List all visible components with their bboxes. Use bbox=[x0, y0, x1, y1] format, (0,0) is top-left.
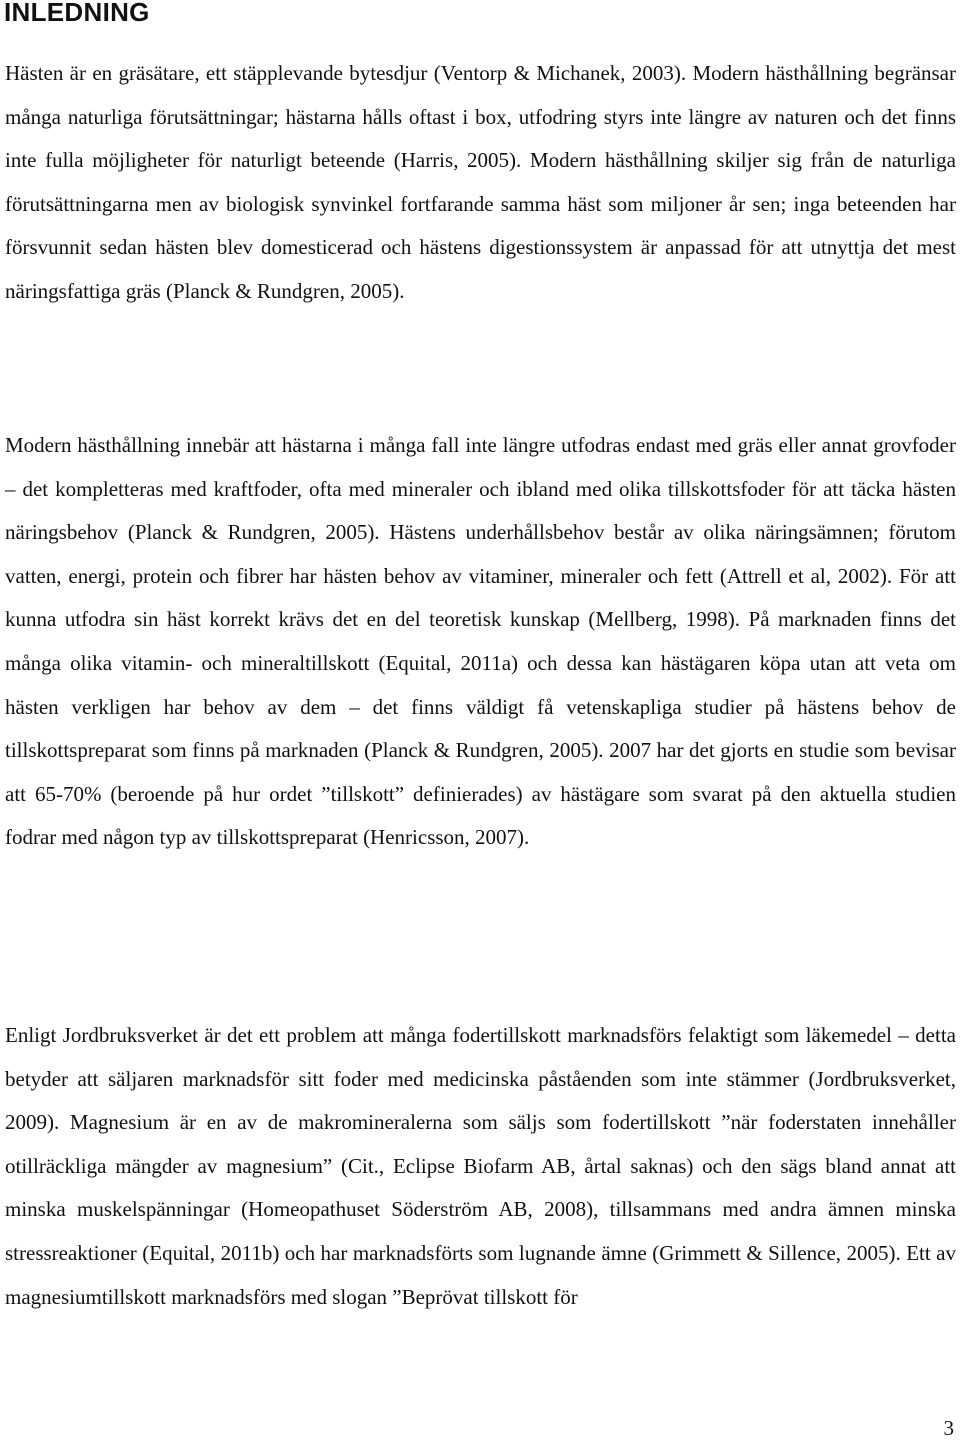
paragraph-intro: Hästen är en gräsätare, ett stäpplevande bytesdjur (Ventorp & Michanek, 2003). Modern hästhållning begränsar många naturliga förutsättningar; hästarna hålls oftast i box, utfodring styrs inte längre av naturen och det finns inte fulla möjligheter för naturligt beteende (Harris, 2005). Modern hästhållning skiljer sig från de naturliga förutsättningarna men av biologisk synvinkel fortfarande samma häst som miljoner år sen; inga beteenden har försvunnit sedan hästen blev domesticerad och hästens digestionssystem är anpassad för att utnyttja det mest näringsfattiga gräs (Planck & Rundgren, 2005). bbox=[5, 61, 956, 303]
section-heading: INLEDNING bbox=[4, 0, 150, 27]
page-number: 3 bbox=[943, 1416, 954, 1440]
paragraph-jordbruksverket: Enligt Jordbruksverket är det ett problem att många fodertillskott marknadsförs felaktigt som läkemedel – detta betyder att säljaren marknadsför sitt foder med medicinska påståenden som inte stämmer (Jordbruksverket, 2009). Magnesium är en av de makromineralerna som säljs som fodertillskott ”när foderstaten innehåller otillräckliga mängder av magnesium” (Cit., Eclipse Biofarm AB, årtal saknas) och den sägs bland annat att minska muskelspänningar (Homeopathuset Söderström AB, 2008), tillsammans med andra ämnen minska stressreaktioner (Equital, 2011b) och har marknadsförts som lugnande ämne (Grimmett & Sillence, 2005). Ett av magnesiumtillskott marknadsförs med slogan ”Beprövat tillskott för bbox=[5, 1023, 956, 1309]
paragraph-modern-feeding: Modern hästhållning innebär att hästarna i många fall inte längre utfodras endast med gräs eller annat grovfoder – det kompletteras med kraftfoder, ofta med mineraler och ibland med olika tillskottsfoder för att täcka hästen näringsbehov (Planck & Rundgren, 2005). Hästens underhållsbehov består av olika näringsämnen; förutom vatten, energi, protein och fibrer har hästen behov av vitaminer, mineraler och fett (Attrell et al, 2002). För att kunna utfodra sin häst korrekt krävs det en del teoretisk kunskap (Mellberg, 1998). På marknaden finns det många olika vitamin- och mineraltillskott (Equital, 2011a) och dessa kan hästägaren köpa utan att veta om hästen verkligen har behov av dem – det finns väldigt få vetenskapliga studier på hästens behov de tillskottspreparat som finns på marknaden (Planck & Rundgren, 2005). 2007 har det gjorts en studie som bevisar att 65-70% (beroende på hur ordet ”tillskott” definierades) av hästägare som svarat på den aktuella studien fodrar med någon typ av tillskottspreparat (Henricsson, 2007). bbox=[5, 433, 956, 850]
